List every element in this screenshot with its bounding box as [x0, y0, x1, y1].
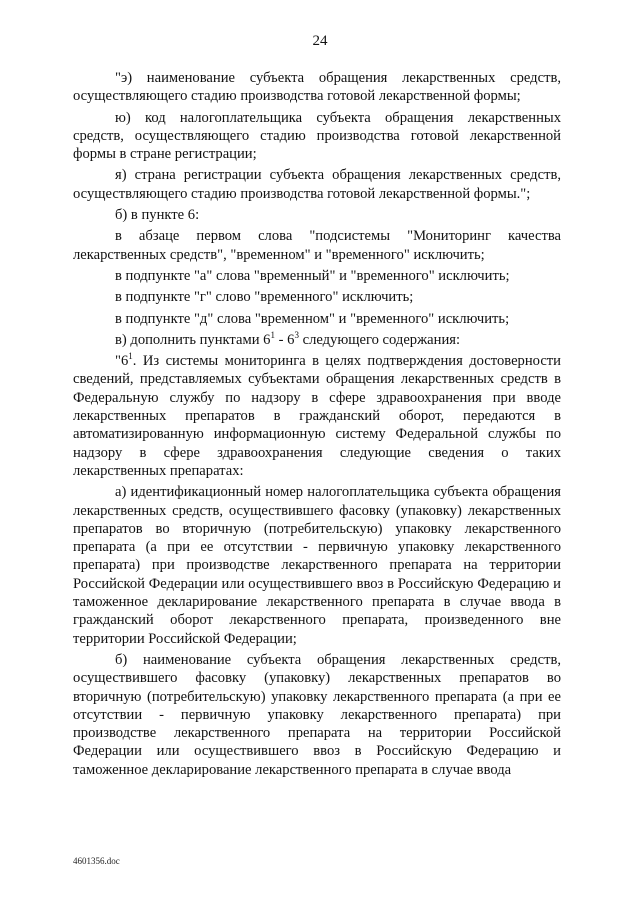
paragraph-e: "э) наименование субъекта обращения лекарственных средств, осуществляющего стадию производства готовой лекарственной формы; [73, 70, 561, 105]
document-footer-filename: 4601356.doc [73, 856, 120, 866]
paragraph-ya: я) страна регистрации субъекта обращения лекарственных средств, осуществляющего стадию производства готовой лекарственной формы."; [73, 167, 561, 202]
add-clause-sup-3: 3 [294, 330, 299, 340]
clause-6-1-text: . Из системы мониторинга в целях подтверждения достоверности сведений, представляемых субъектами обращения лекарственных средств в Федеральную службу по надзору в сфере здравоохранения при вводе лекарственных препаратов в гражданский оборот, передаются в автоматизированную информационную систему Федеральной службы по надзору в сфере здравоохранения следующие сведения о таких лекарственных препаратах: [73, 353, 561, 479]
item-b: б) наименование субъекта обращения лекарственных средств, осуществившего фасовку (упаковку) лекарственных препаратов во вторичную (потребительскую) упаковку лекарственного препарата (а при ее отсутствии - первичную упаковку лекарственного препарата) при производстве лекарственного препарата на территории Российской Федерации или осуществившего ввоз в Российскую Федерацию и таможенное декларирование лекарственного препарата в случае ввода [73, 651, 561, 778]
add-clause-dash: - 6 [274, 331, 295, 348]
add-clause-prefix: в) дополнить пунктами 6 [115, 331, 271, 348]
page-number: 24 [312, 33, 328, 49]
paragraph-sub-a: в подпункте "а" слова "временный" и "временного" исключить; [115, 267, 510, 284]
clause-6-1-sup: 1 [128, 351, 133, 362]
add-clause-sup-1: 1 [270, 330, 275, 340]
clause-6-1 [73, 352, 561, 480]
document-body [73, 69, 561, 779]
paragraph-yu: ю) код налогоплательщика субъекта обращения лекарственных средств, осуществляющего стадию производства готовой лекарственной формы в стране регистрации; [73, 109, 561, 163]
add-clause-suffix: следующего содержания: [298, 331, 461, 348]
paragraph-sub-g: в подпункте "г" слово "временного" исключить; [115, 289, 414, 306]
paragraph-sub-d: в подпункте "д" слова "временном" и "временного" исключить; [115, 310, 510, 327]
item-a: а) идентификационный номер налогоплательщика субъекта обращения лекарственных средств, осуществившего фасовку (упаковку) лекарственных препаратов во вторичную (потребительскую) упаковку лекарственного препарата (а при ее отсутствии - первичную упаковку лекарственного препарата) при производстве лекарственного препарата на территории Российской Федерации или осуществившего ввоз в Российскую Федерацию и таможенное декларирование лекарственного препарата в случае ввода в гражданский оборот лекарственного препарата, произведенного вне территории Российской Федерации; [73, 484, 561, 647]
paragraph-b: б) в пункте 6: [115, 207, 200, 224]
paragraph-first-abzac: в абзаце первом слова "подсистемы "Мониторинг качества лекарственных средств", "временном" и "временного" исключить; [73, 228, 561, 263]
paragraph-add-clauses [73, 331, 561, 349]
clause-6-1-lead: "6 [115, 353, 129, 370]
